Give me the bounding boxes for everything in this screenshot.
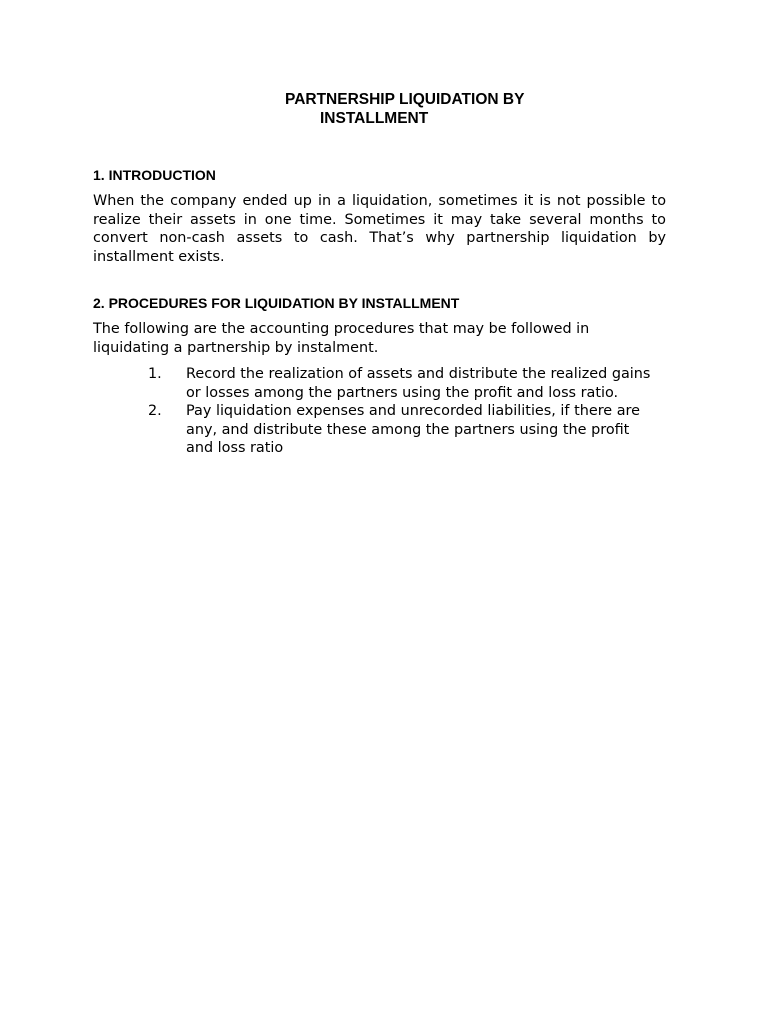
introduction-paragraph: When the company ended up in a liquidation, sometimes it is not possible to realize their assets in one time. Sometimes it may take several months to convert non-cash assets to cash. That’s why partnership liquidation by installment exists. — [93, 193, 666, 265]
list-item — [148, 402, 653, 458]
section-heading-procedures: 2. PROCEDURES FOR LIQUIDATION BY INSTALLMENT — [93, 295, 460, 311]
list-item — [148, 365, 653, 402]
document-title — [200, 90, 648, 128]
procedures-paragraph: The following are the accounting procedures that may be followed in liquidating a partnership by instalment. — [93, 321, 590, 356]
title-line-1: PARTNERSHIP LIQUIDATION BY — [285, 91, 525, 108]
section-heading-introduction: 1. INTRODUCTION — [93, 167, 216, 183]
procedures-list — [148, 365, 653, 458]
list-item-text: Pay liquidation expenses and unrecorded liabilities, if there are any, and distribute these among the partners using the profit and loss ratio — [186, 403, 640, 457]
title-line-2: INSTALLMENT — [320, 110, 429, 127]
list-item-number: 1. — [148, 366, 162, 382]
list-item-text: Record the realization of assets and distribute the realized gains or losses among the partners using the profit and loss ratio. — [186, 366, 651, 401]
list-item-number: 2. — [148, 403, 162, 420]
